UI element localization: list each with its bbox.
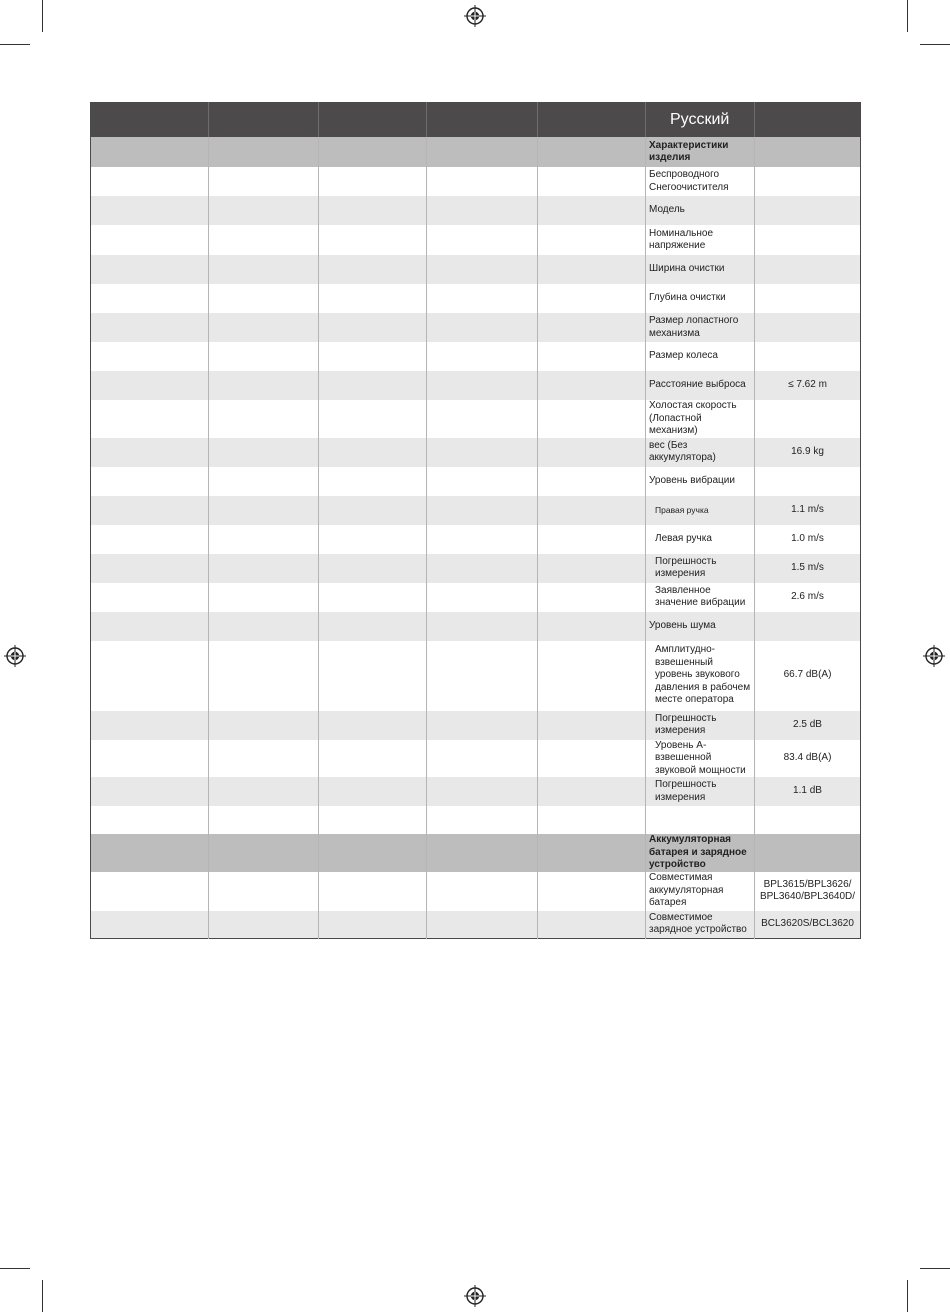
empty-cell — [427, 641, 538, 711]
spec-value — [755, 313, 861, 342]
empty-cell — [91, 777, 209, 806]
spec-label: Размер колеса — [646, 342, 755, 371]
empty-cell — [91, 525, 209, 554]
spec-table — [90, 102, 861, 939]
empty-cell — [538, 225, 646, 255]
empty-cell — [427, 400, 538, 438]
empty-cell — [538, 438, 646, 467]
registration-mark-icon — [4, 645, 26, 667]
empty-cell — [319, 777, 427, 806]
spec-value — [755, 612, 861, 641]
table-row — [91, 834, 861, 872]
empty-cell — [319, 438, 427, 467]
spec-label: Уровень шума — [646, 612, 755, 641]
spec-label: вес (Без аккумулятора) — [646, 438, 755, 467]
empty-cell — [538, 612, 646, 641]
empty-cell — [209, 583, 319, 612]
empty-cell — [209, 196, 319, 225]
empty-cell — [427, 371, 538, 400]
empty-cell — [427, 137, 538, 167]
spec-value: ≤ 7.62 m — [755, 371, 861, 400]
empty-cell — [91, 400, 209, 438]
empty-cell — [91, 872, 209, 911]
spec-label: Заявленное значение вибрации — [646, 583, 755, 612]
empty-cell — [319, 583, 427, 612]
spec-value: 83.4 dB(A) — [755, 740, 861, 778]
empty-cell — [538, 806, 646, 834]
empty-cell — [427, 225, 538, 255]
empty-cell — [319, 612, 427, 641]
empty-cell — [91, 496, 209, 525]
table-row — [91, 284, 861, 313]
crop-mark — [42, 1280, 43, 1312]
empty-cell — [209, 806, 319, 834]
empty-cell — [427, 777, 538, 806]
table-row — [91, 313, 861, 342]
empty-cell — [427, 740, 538, 778]
table-row — [91, 438, 861, 467]
language-heading: Русский — [646, 103, 755, 138]
header-cell — [319, 103, 427, 138]
empty-cell — [427, 911, 538, 939]
empty-cell — [538, 911, 646, 939]
empty-cell — [209, 137, 319, 167]
spec-value: 2.5 dB — [755, 711, 861, 740]
table-row — [91, 225, 861, 255]
empty-cell — [209, 313, 319, 342]
empty-cell — [538, 342, 646, 371]
spec-label: Беспроводного Снегоочистителя — [646, 167, 755, 196]
spec-value — [755, 255, 861, 284]
empty-cell — [319, 137, 427, 167]
empty-cell — [319, 255, 427, 284]
empty-cell — [209, 777, 319, 806]
table-row — [91, 255, 861, 284]
empty-cell — [538, 137, 646, 167]
table-row — [91, 612, 861, 641]
empty-cell — [209, 711, 319, 740]
spec-label: Холостая скорость (Лопастной механизм) — [646, 400, 755, 438]
table-row — [91, 740, 861, 778]
empty-cell — [91, 438, 209, 467]
empty-cell — [538, 583, 646, 612]
spec-value: 16.9 kg — [755, 438, 861, 467]
spec-value — [755, 196, 861, 225]
empty-cell — [538, 834, 646, 872]
empty-cell — [427, 167, 538, 196]
empty-cell — [209, 834, 319, 872]
table-row — [91, 137, 861, 167]
table-row — [91, 196, 861, 225]
table-row — [91, 496, 861, 525]
spec-value: 1.1 m/s — [755, 496, 861, 525]
spec-value: BPL3615/BPL3626/ BPL3640/BPL3640D/ — [755, 872, 861, 911]
empty-cell — [427, 612, 538, 641]
empty-cell — [319, 313, 427, 342]
crop-mark — [920, 1268, 950, 1269]
spec-value: 66.7 dB(A) — [755, 641, 861, 711]
table-row — [91, 167, 861, 196]
empty-cell — [91, 834, 209, 872]
table-row — [91, 342, 861, 371]
empty-cell — [209, 467, 319, 496]
empty-cell — [427, 872, 538, 911]
empty-cell — [209, 225, 319, 255]
table-row — [91, 554, 861, 583]
empty-cell — [319, 371, 427, 400]
empty-cell — [319, 400, 427, 438]
spec-value — [755, 137, 861, 167]
empty-cell — [209, 740, 319, 778]
empty-cell — [209, 255, 319, 284]
empty-cell — [91, 612, 209, 641]
spec-label: Погрешность измерения — [646, 554, 755, 583]
registration-mark-icon — [464, 5, 486, 27]
empty-cell — [91, 740, 209, 778]
empty-cell — [209, 438, 319, 467]
spec-label: Характеристики изделия — [646, 137, 755, 167]
empty-cell — [209, 167, 319, 196]
empty-cell — [91, 554, 209, 583]
spec-value — [755, 400, 861, 438]
empty-cell — [538, 496, 646, 525]
table-row — [91, 806, 861, 834]
empty-cell — [319, 225, 427, 255]
spec-label: Погрешность измерения — [646, 711, 755, 740]
empty-cell — [91, 255, 209, 284]
empty-cell — [209, 554, 319, 583]
empty-cell — [538, 641, 646, 711]
empty-cell — [209, 496, 319, 525]
empty-cell — [538, 777, 646, 806]
empty-cell — [538, 525, 646, 554]
empty-cell — [319, 525, 427, 554]
empty-cell — [538, 255, 646, 284]
empty-cell — [319, 911, 427, 939]
empty-cell — [538, 400, 646, 438]
empty-cell — [209, 872, 319, 911]
empty-cell — [427, 583, 538, 612]
spec-value — [755, 284, 861, 313]
empty-cell — [91, 371, 209, 400]
registration-mark-icon — [464, 1285, 486, 1307]
empty-cell — [427, 554, 538, 583]
empty-cell — [91, 313, 209, 342]
empty-cell — [209, 342, 319, 371]
empty-cell — [319, 806, 427, 834]
empty-cell — [427, 525, 538, 554]
header-cell — [427, 103, 538, 138]
empty-cell — [209, 641, 319, 711]
spec-value — [755, 225, 861, 255]
empty-cell — [319, 496, 427, 525]
empty-cell — [319, 641, 427, 711]
spec-value — [755, 467, 861, 496]
empty-cell — [91, 806, 209, 834]
spec-label: Уровень А-взвешенной звуковой мощности — [646, 740, 755, 778]
empty-cell — [427, 438, 538, 467]
spec-label: Левая ручка — [646, 525, 755, 554]
spec-label: Правая ручка — [646, 496, 755, 525]
spec-value — [755, 806, 861, 834]
empty-cell — [319, 740, 427, 778]
spec-value: 1.0 m/s — [755, 525, 861, 554]
empty-cell — [209, 612, 319, 641]
header-cell — [755, 103, 861, 138]
empty-cell — [319, 467, 427, 496]
spec-label: Модель — [646, 196, 755, 225]
empty-cell — [91, 225, 209, 255]
spec-label: Расстояние выброса — [646, 371, 755, 400]
spec-value: 1.1 dB — [755, 777, 861, 806]
spec-label: Амплитудно-взвешенный уровень звукового давления в рабочем месте оператора — [646, 641, 755, 711]
empty-cell — [319, 342, 427, 371]
empty-cell — [91, 641, 209, 711]
spec-value — [755, 167, 861, 196]
empty-cell — [319, 554, 427, 583]
empty-cell — [538, 196, 646, 225]
empty-cell — [427, 313, 538, 342]
empty-cell — [538, 554, 646, 583]
empty-cell — [319, 284, 427, 313]
empty-cell — [319, 196, 427, 225]
spec-value — [755, 834, 861, 872]
empty-cell — [538, 371, 646, 400]
empty-cell — [91, 196, 209, 225]
crop-mark — [907, 0, 908, 32]
crop-mark — [907, 1280, 908, 1312]
registration-mark-icon — [923, 645, 945, 667]
header-cell — [91, 103, 209, 138]
empty-cell — [319, 834, 427, 872]
crop-mark — [920, 44, 950, 45]
empty-cell — [538, 711, 646, 740]
empty-cell — [209, 284, 319, 313]
empty-cell — [209, 525, 319, 554]
spec-label — [646, 806, 755, 834]
empty-cell — [538, 284, 646, 313]
table-row — [91, 583, 861, 612]
table-row — [91, 400, 861, 438]
table-row — [91, 911, 861, 939]
empty-cell — [91, 137, 209, 167]
table-row — [91, 371, 861, 400]
empty-cell — [538, 740, 646, 778]
spec-label: Уровень вибрации — [646, 467, 755, 496]
spec-label: Погрешность измерения — [646, 777, 755, 806]
empty-cell — [319, 167, 427, 196]
empty-cell — [427, 255, 538, 284]
spec-label: Номинальное напряжение — [646, 225, 755, 255]
empty-cell — [427, 284, 538, 313]
header-row — [91, 103, 861, 138]
empty-cell — [209, 371, 319, 400]
spec-value: 1.5 m/s — [755, 554, 861, 583]
empty-cell — [427, 711, 538, 740]
empty-cell — [91, 711, 209, 740]
empty-cell — [91, 467, 209, 496]
spec-value — [755, 342, 861, 371]
header-cell — [538, 103, 646, 138]
empty-cell — [209, 400, 319, 438]
table-row — [91, 525, 861, 554]
spec-label: Совместимая аккумуляторная батарея — [646, 872, 755, 911]
spec-label: Ширина очистки — [646, 255, 755, 284]
empty-cell — [427, 806, 538, 834]
table-row — [91, 872, 861, 911]
empty-cell — [91, 911, 209, 939]
empty-cell — [91, 167, 209, 196]
table-row — [91, 711, 861, 740]
empty-cell — [209, 911, 319, 939]
empty-cell — [427, 834, 538, 872]
empty-cell — [427, 342, 538, 371]
empty-cell — [319, 711, 427, 740]
spec-value: 2.6 m/s — [755, 583, 861, 612]
empty-cell — [91, 342, 209, 371]
empty-cell — [427, 196, 538, 225]
spec-label: Глубина очистки — [646, 284, 755, 313]
empty-cell — [538, 467, 646, 496]
empty-cell — [427, 496, 538, 525]
empty-cell — [538, 167, 646, 196]
spec-label: Совместимое зарядное устройство — [646, 911, 755, 939]
empty-cell — [319, 872, 427, 911]
empty-cell — [427, 467, 538, 496]
table-row — [91, 641, 861, 711]
spec-value: BCL3620S/BCL3620 — [755, 911, 861, 939]
crop-mark — [42, 0, 43, 32]
crop-mark — [0, 44, 30, 45]
table-row — [91, 777, 861, 806]
table-row — [91, 467, 861, 496]
spec-label: Размер лопастного механизма — [646, 313, 755, 342]
empty-cell — [91, 583, 209, 612]
empty-cell — [538, 872, 646, 911]
spec-label: Аккумуляторная батарея и зарядное устройство — [646, 834, 755, 872]
empty-cell — [91, 284, 209, 313]
header-cell — [209, 103, 319, 138]
crop-mark — [0, 1268, 30, 1269]
empty-cell — [538, 313, 646, 342]
